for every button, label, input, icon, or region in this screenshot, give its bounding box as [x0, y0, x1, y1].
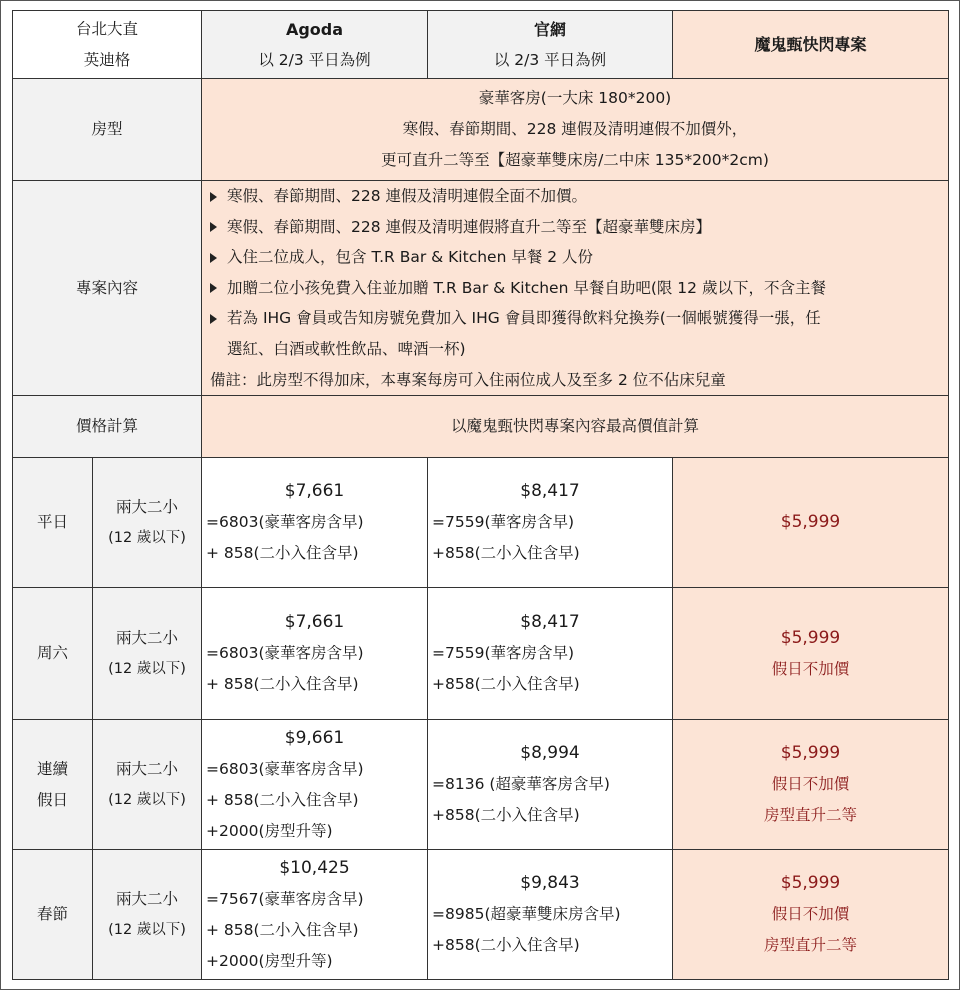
agoda-price-cell: $7,661 =6803(豪華客房含早) + 858(二小入住含早): [202, 588, 428, 720]
header-row: [13, 11, 949, 79]
guest-label: 兩大二小 (12 歲以下): [93, 588, 202, 720]
agoda-title: Agoda: [285, 19, 344, 39]
flash-title: 魔鬼甄快閃專案: [754, 35, 867, 54]
guest-label: 兩大二小 (12 歲以下): [93, 850, 202, 980]
flash-price-cell: [673, 720, 949, 850]
day-label: 周六: [13, 588, 93, 720]
flash-total: $5,999: [780, 627, 841, 648]
official-price-cell: $8,417 =7559(華客房含早) +858(二小入住含早): [428, 458, 673, 588]
room-type-line: 豪華客房(一大床 180*200): [478, 89, 672, 107]
hotel-name-cell: [13, 11, 202, 79]
plan-bullet: 寒假、春節期間、228 連假及清明連假全面不加價。: [210, 181, 944, 212]
official-title: 官網: [534, 19, 567, 39]
flash-total: $5,999: [780, 743, 841, 764]
day-label: 連續 假日: [13, 720, 93, 850]
room-type-line: 寒假、春節期間、228 連假及清明連假不加價外，: [402, 120, 748, 138]
triangle-bullet-icon: [210, 314, 217, 324]
table-row-holiday: [13, 720, 949, 850]
hotel-name-line2: 英迪格: [83, 50, 131, 69]
day-label: 春節: [13, 850, 93, 980]
guest-label: 兩大二小 (12 歲以下): [93, 720, 202, 850]
plan-bullet: 入住二位成人，包含 T.R Bar & Kitchen 早餐 2 人份: [210, 242, 944, 273]
agoda-subtitle: 以 2/3 平日為例: [258, 50, 371, 69]
price-calc-row: [13, 396, 949, 458]
agoda-price-cell: $7,661 =6803(豪華客房含早) + 858(二小入住含早): [202, 458, 428, 588]
price-comparison-table: [12, 10, 949, 980]
table-row-spring-festival: [13, 850, 949, 980]
official-header-cell: [428, 11, 673, 79]
room-type-content: [202, 79, 949, 181]
triangle-bullet-icon: [210, 192, 217, 202]
official-total: $8,417: [520, 481, 580, 502]
room-type-label: 房型: [13, 79, 202, 181]
plan-label: 專案內容: [13, 181, 202, 396]
triangle-bullet-icon: [210, 253, 217, 263]
flash-total: $5,999: [780, 873, 841, 894]
official-total: $8,417: [520, 612, 580, 633]
flash-price-cell: [673, 850, 949, 980]
guest-label: 兩大二小 (12 歲以下): [93, 458, 202, 588]
agoda-total: $10,425: [279, 857, 350, 878]
flash-total: $5,999: [780, 512, 841, 533]
agoda-total: $7,661: [284, 612, 345, 633]
room-type-row: [13, 79, 949, 181]
flash-note: 房型直升二等: [764, 806, 858, 825]
room-type-line: 更可直升二等至【超豪華雙床房/二中床 135*200*2cm): [381, 151, 769, 169]
plan-content: [202, 181, 949, 396]
plan-bullet-continuation: 選紅、白酒或軟性飲品、啤酒一杯): [227, 339, 466, 358]
flash-note: 假日不加價: [771, 659, 850, 678]
flash-price-cell: [673, 458, 949, 588]
flash-note: 房型直升二等: [764, 936, 858, 955]
flash-note: 假日不加價: [771, 775, 850, 794]
plan-bullet: 若為 IHG 會員或告知房號免費加入 IHG 會員即獲得飲料兌換券(一個帳號獲得一張，任: [210, 303, 944, 334]
flash-header-cell: [673, 11, 949, 79]
flash-price-cell: [673, 588, 949, 720]
triangle-bullet-icon: [210, 222, 217, 232]
triangle-bullet-icon: [210, 283, 217, 293]
table-row-weekday: [13, 458, 949, 588]
plan-bullet: 加贈二位小孩免費入住並加贈 T.R Bar & Kitchen 早餐自助吧(限 12 歲以下，不含主餐: [210, 273, 944, 304]
price-calc-label: 價格計算: [13, 396, 202, 458]
table-row-saturday: [13, 588, 949, 720]
official-total: $8,994: [520, 743, 580, 764]
price-calc-text: 以魔鬼甄快閃專案內容最高價值計算: [202, 396, 949, 458]
plan-note: 備註：此房型不得加床，本專案每房可入住兩位成人及至多 2 位不佔床兒童: [210, 370, 726, 389]
official-subtitle: 以 2/3 平日為例: [493, 50, 607, 69]
official-price-cell: $8,417 =7559(華客房含早) +858(二小入住含早): [428, 588, 673, 720]
plan-bullet: 寒假、春節期間、228 連假及清明連假將直升二等至【超豪華雙床房】: [210, 212, 944, 243]
agoda-total: $7,661: [284, 481, 345, 502]
agoda-total: $9,661: [284, 727, 345, 748]
day-label: 平日: [13, 458, 93, 588]
hotel-name-line1: 台北大直: [76, 19, 139, 38]
official-total: $9,843: [520, 873, 580, 894]
agoda-price-cell: $9,661 =6803(豪華客房含早) + 858(二小入住含早) +2000(房型升等): [202, 720, 428, 850]
plan-content-row: [13, 181, 949, 396]
official-price-cell: $8,994 =8136 (超豪華客房含早) +858(二小入住含早): [428, 720, 673, 850]
flash-note: 假日不加價: [771, 905, 850, 924]
agoda-header-cell: [202, 11, 428, 79]
agoda-price-cell: $10,425 =7567(豪華客房含早) + 858(二小入住含早) +2000(房型升等): [202, 850, 428, 980]
official-price-cell: $9,843 =8985(超豪華雙床房含早) +858(二小入住含早): [428, 850, 673, 980]
